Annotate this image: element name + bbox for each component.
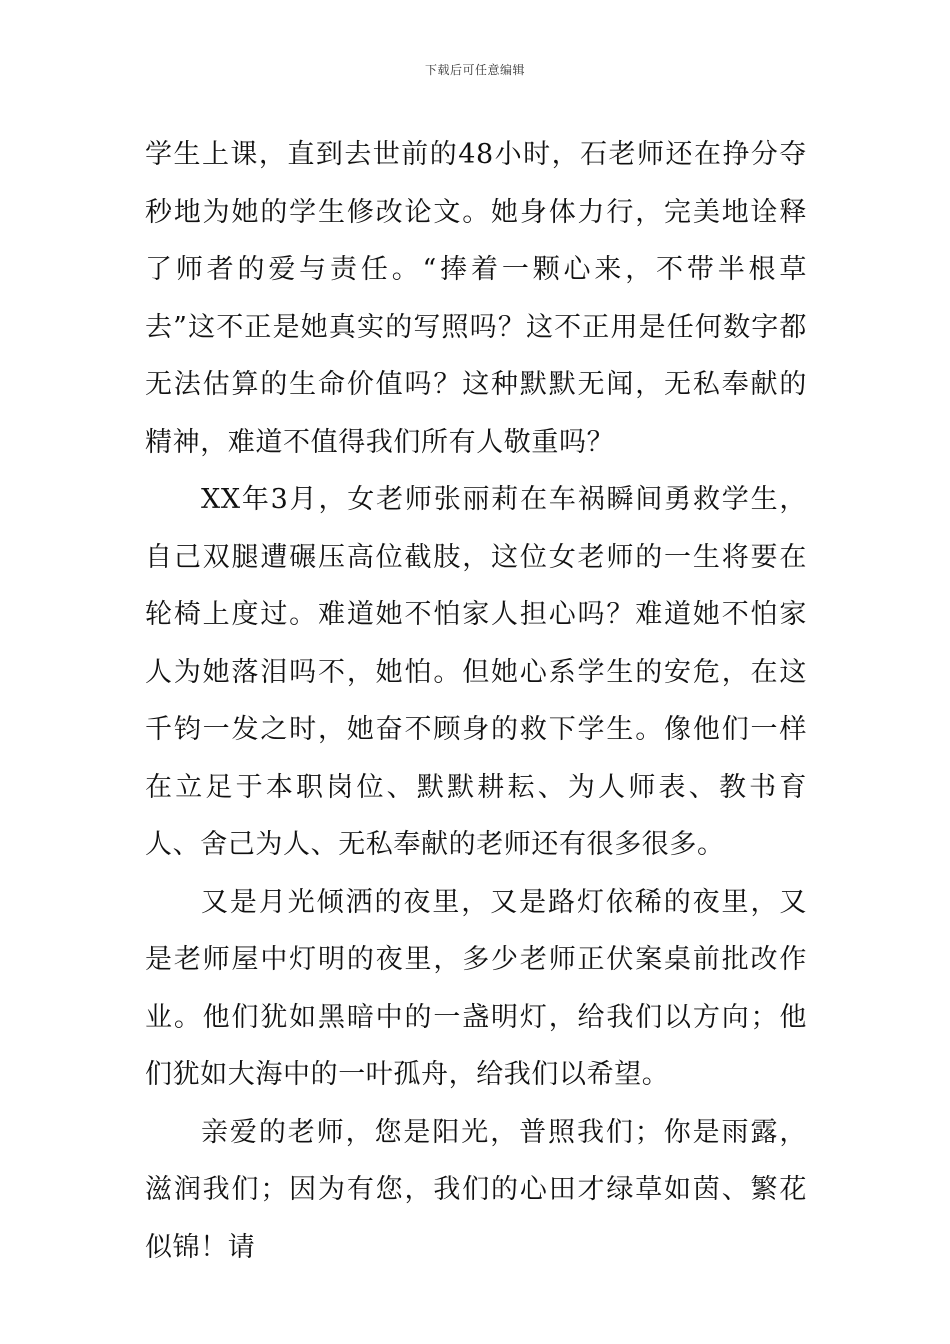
page-header: 下载后可任意编辑	[424, 63, 525, 77]
paragraph-dear-teacher: 亲爱的老师，您是阳光，普照我们；你是雨露，滋润我们；因为有您，我们的心田才绿草如茵、繁花似锦！请	[145, 1116, 807, 1263]
paragraph-zhang-lili: XX年3月，女老师张丽莉在车祸瞬间勇救学生，自己双腿遭碾压高位截肢，这位女老师的一生将要在轮椅上度过。难道她不怕家人担心吗？难道她不怕家人为她落泪吗不，她怕。但她心系学生的安危，在这千钧一发之时，她奋不顾身的救下学生。像他们一样在立足于本职岗位、默默耕耘、为人师表、教书育人、舍己为人、无私奉献的老师还有很多很多。	[145, 484, 807, 860]
document-body	[145, 126, 807, 1276]
paragraph-night: 又是月光倾洒的夜里，又是路灯依稀的夜里，又是老师屋中灯明的夜里，多少老师正伏案桌前批改作业。他们犹如黑暗中的一盏明灯，给我们以方向；他们犹如大海中的一叶孤舟，给我们以希望。	[145, 886, 807, 1090]
paragraph-continuation: 学生上课，直到去世前的48小时，石老师还在挣分夺秒地为她的学生修改论文。她身体力行，完美地诠释了师者的爱与责任。“捧着一颗心来，不带半根草去”这不正是她真实的写照吗？这不正用是任何数字都无法估算的生命价值吗？这种默默无闻，无私奉献的精神，难道不值得我们所有人敬重吗？	[145, 139, 807, 458]
